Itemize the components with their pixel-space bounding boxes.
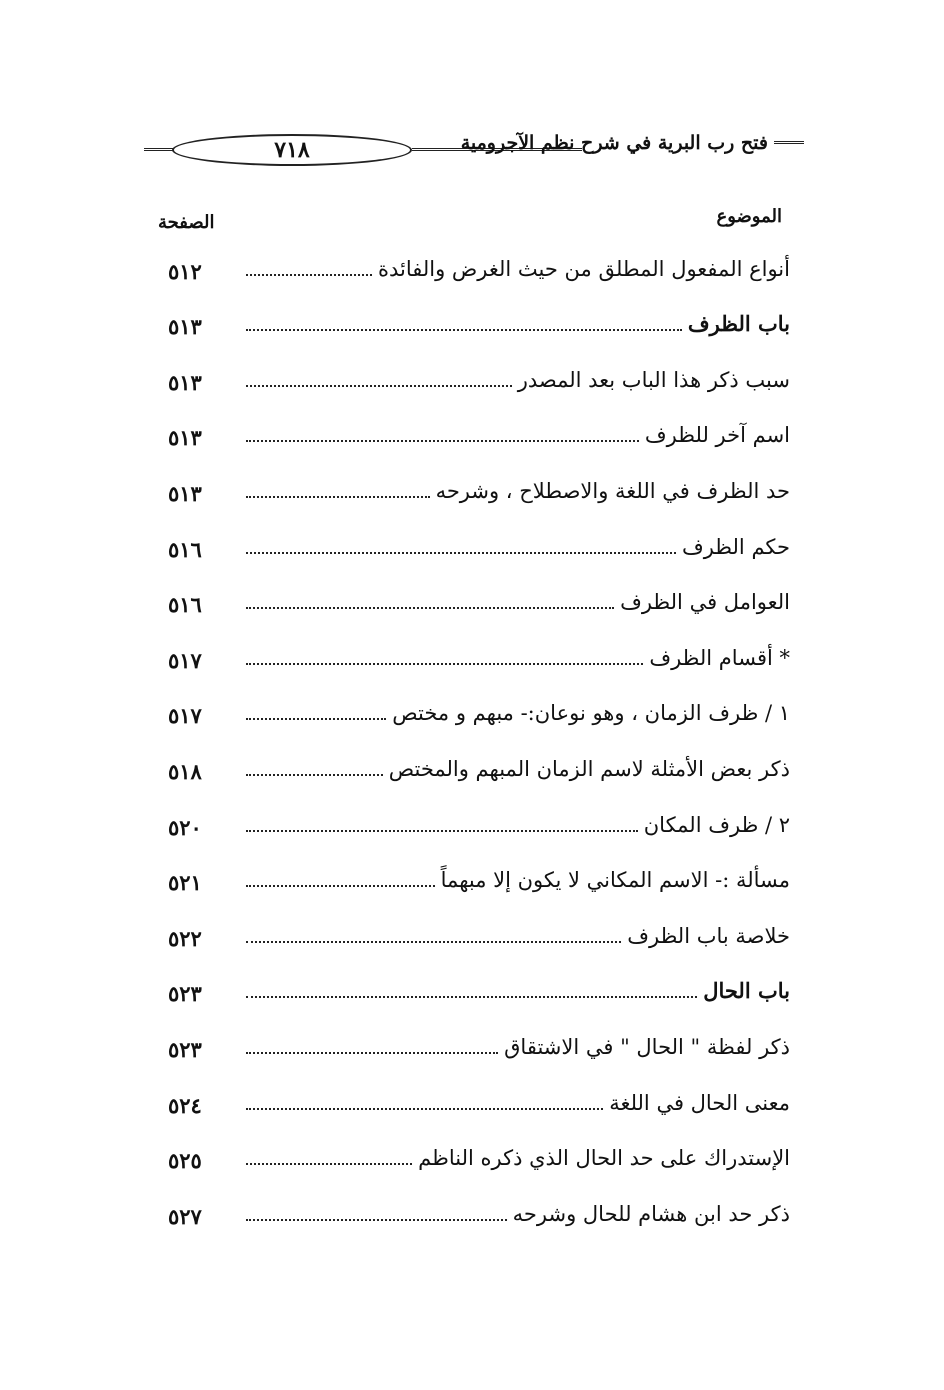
toc-entry-title: * أقسام الظرف [649, 645, 790, 670]
toc-entry-page: ٥١٦ [168, 536, 202, 562]
toc-entry [150, 736, 790, 792]
toc-entry-title: ١ / ظرف الزمان ، وهو نوعان:- مبهم و مختص [392, 701, 790, 726]
toc-entry-page: ٥١٢ [168, 258, 202, 284]
toc-entry [150, 848, 790, 904]
toc-entry [150, 1181, 790, 1237]
toc-entry-page: ٥٢٣ [168, 1036, 202, 1062]
header-rule-right [774, 141, 804, 144]
toc-entry-page: ٥١٧ [168, 647, 202, 673]
toc-entry [150, 458, 790, 514]
toc-entry-page: ٥٢٥ [168, 1148, 202, 1174]
book-title: فتح رب البرية في شرح نظم الآجرومية [460, 132, 768, 154]
toc-entry-page: ٥١٨ [168, 758, 202, 784]
toc-entry-page: ٥٢٤ [168, 1092, 202, 1118]
toc-entry [150, 347, 790, 403]
toc-entry [150, 1070, 790, 1126]
header-rule-left [144, 148, 174, 151]
dot-leader [246, 830, 638, 832]
dot-leader [246, 774, 383, 776]
toc-entry-page: ٥١٣ [168, 480, 202, 506]
table-of-contents [150, 236, 790, 1237]
toc-entry-title: أنواع المفعول المطلق من حيث الغرض والفائدة [377, 256, 790, 281]
toc-entry-title: خلاصة باب الظرف [627, 923, 790, 948]
toc-entry-title: العوامل في الظرف [620, 590, 790, 615]
dot-leader [246, 607, 614, 609]
toc-entry [150, 625, 790, 681]
toc-entry-page: ٥٢١ [168, 870, 202, 896]
toc-entry-page: ٥٢٣ [168, 981, 202, 1007]
toc-entry-title: الإستدراك على حد الحال الذي ذكره الناظم [418, 1146, 790, 1171]
toc-entry-title: مسألة :- الاسم المكاني لا يكون إلا مبهماً [440, 868, 790, 893]
toc-entry-page: ٥٢٢ [168, 925, 202, 951]
dot-leader [246, 440, 639, 442]
dot-leader [246, 718, 386, 720]
column-heading-subject: الموضوع [716, 206, 782, 227]
toc-entry-title: ذكر بعض الأمثلة لاسم الزمان المبهم والمختص [388, 756, 790, 781]
toc-entry [150, 903, 790, 959]
dot-leader [246, 885, 435, 887]
dot-leader [246, 1052, 498, 1054]
toc-entry [150, 959, 790, 1015]
toc-entry-page: ٥١٦ [168, 592, 202, 618]
dot-leader [246, 996, 697, 998]
dot-leader [246, 1163, 412, 1165]
dot-leader [246, 552, 676, 554]
toc-entry-page: ٥١٧ [168, 703, 202, 729]
toc-entry-title: اسم آخر للظرف [644, 423, 790, 448]
dot-leader [246, 496, 430, 498]
dot-leader [246, 1108, 603, 1110]
page-number-oval [172, 134, 412, 166]
column-heading-page: الصفحة [158, 212, 215, 233]
toc-entry [150, 1014, 790, 1070]
toc-entry [150, 514, 790, 570]
toc-entry-title: ٢ / ظرف المكان [643, 812, 790, 837]
toc-entry-title: ذكر حد ابن هشام للحال وشرحه [512, 1201, 790, 1226]
toc-entry-title: معنى الحال في اللغة [609, 1090, 790, 1115]
toc-entry [150, 292, 790, 348]
toc-entry-title: سبب ذكر هذا الباب بعد المصدر [517, 367, 790, 392]
dot-leader [246, 329, 682, 331]
toc-entry [150, 681, 790, 737]
toc-entry [150, 570, 790, 626]
dot-leader [246, 663, 643, 665]
toc-entry-title: حد الظرف في اللغة والاصطلاح ، وشرحه [435, 478, 790, 503]
toc-entry-title: باب الحال [703, 978, 790, 1004]
toc-entry-page: ٥١٣ [168, 369, 202, 395]
toc-entry [150, 1126, 790, 1182]
toc-entry [150, 403, 790, 459]
toc-entry-page: ٥٢٧ [168, 1203, 202, 1229]
dot-leader [246, 385, 512, 387]
toc-entry [150, 236, 790, 292]
toc-entry-title: حكم الظرف [681, 534, 790, 559]
page-number: ٧١٨ [274, 137, 310, 163]
toc-entry-page: ٥٢٠ [168, 814, 202, 840]
toc-entry-page: ٥١٣ [168, 314, 202, 340]
toc-entry-title: باب الظرف [687, 311, 790, 337]
dot-leader [246, 941, 621, 943]
dot-leader [246, 1219, 507, 1221]
dot-leader [246, 274, 372, 276]
toc-entry-page: ٥١٣ [168, 425, 202, 451]
running-header [140, 128, 800, 172]
toc-entry-title: ذكر لفظة " الحال " في الاشتقاق [504, 1034, 790, 1059]
toc-entry [150, 792, 790, 848]
